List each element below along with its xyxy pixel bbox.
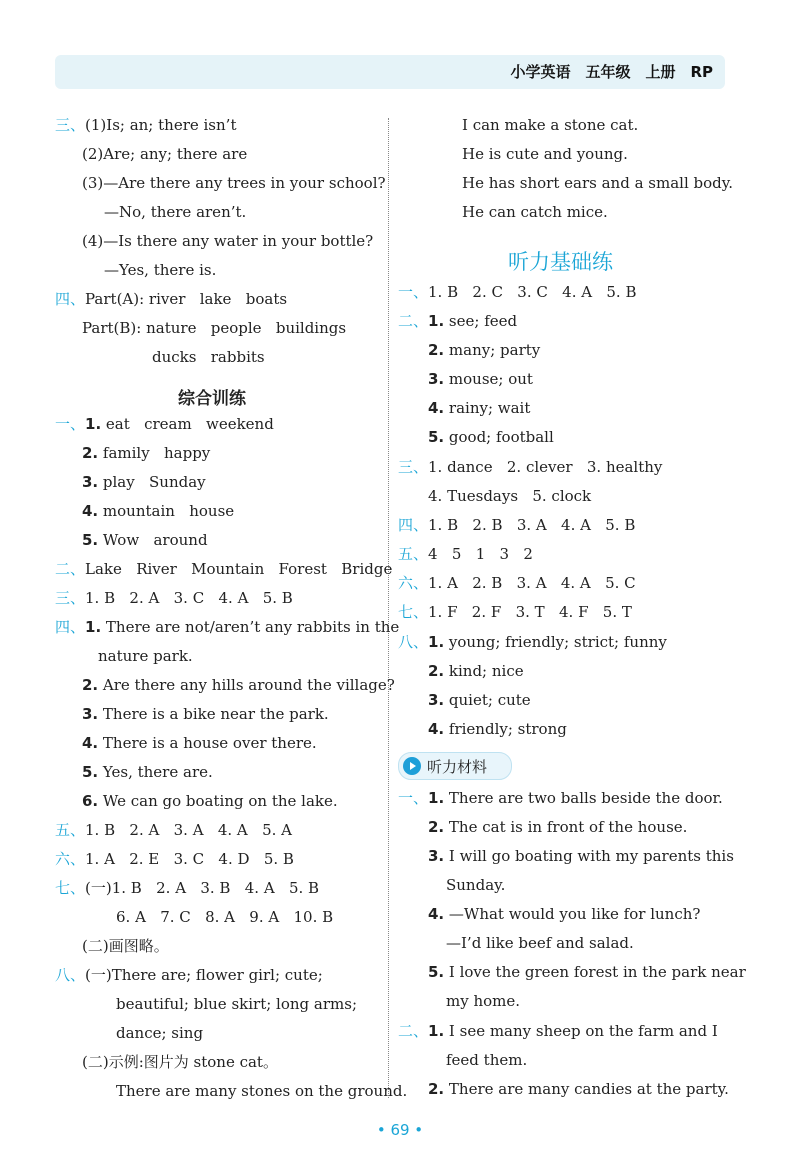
answer-text: kind; nice (444, 662, 524, 680)
answer-text: family happy (98, 444, 211, 462)
answer-text: (2)Are; any; there are (82, 145, 248, 163)
answer-line (82, 443, 210, 463)
answer-line (82, 675, 395, 695)
answer-line (82, 1052, 278, 1072)
answer-text: He has short ears and a small body. (462, 174, 734, 192)
section-marker: 八、 (55, 966, 86, 984)
header-label: 小学英语 五年级 上册 RP (510, 63, 713, 81)
answer-line (55, 414, 274, 434)
item-number: 4. (82, 502, 99, 520)
item-number: 4. (428, 399, 445, 417)
item-number: 2. (428, 662, 445, 680)
section-marker: 二、 (55, 560, 86, 578)
left-section-title: 综合训练 (178, 389, 246, 409)
answer-text: The cat is in front of the house. (444, 818, 688, 836)
answer-line (55, 559, 392, 579)
answer-text: mountain house (98, 502, 235, 520)
answer-text: —Yes, there is. (104, 261, 217, 279)
answer-line (82, 472, 206, 492)
item-number: 4. (428, 905, 445, 923)
item-number: 1. (428, 633, 445, 651)
answer-line (398, 311, 517, 331)
answer-line (82, 231, 373, 251)
section-marker: 六、 (398, 574, 429, 592)
answer-line (428, 427, 554, 447)
item-number: 2. (82, 444, 99, 462)
answer-text: (3)—Are there any trees in your school? (82, 174, 386, 192)
answer-text: 1. dance 2. clever 3. healthy (428, 458, 663, 476)
answer-text: (1)Is; an; there isn’t (85, 116, 237, 134)
answer-text: beautiful; blue skirt; long arms; (116, 995, 357, 1013)
answer-text: play Sunday (98, 473, 206, 491)
answer-line (55, 820, 292, 840)
answer-text: There is a house over there. (98, 734, 317, 752)
listening-material-label: 听力材料 (427, 758, 488, 776)
section-marker: 六、 (55, 850, 86, 868)
answer-text: There is a bike near the park. (98, 705, 329, 723)
section-marker: 四、 (398, 516, 429, 534)
play-icon (403, 757, 421, 775)
answer-text: —I’d like beef and salad. (446, 934, 634, 952)
answer-text: ducks rabbits (152, 348, 265, 366)
answer-line (82, 318, 346, 338)
answer-text: 1. B 2. A 3. C 4. A 5. B (85, 589, 293, 607)
item-number: 1. (428, 312, 445, 330)
answer-line (116, 1023, 203, 1043)
answer-text: 1. B 2. A 3. A 4. A 5. A (85, 821, 292, 839)
answer-line (398, 788, 723, 808)
section-marker: 四、 (55, 290, 86, 308)
answer-line (462, 144, 628, 164)
column-divider (388, 118, 389, 1098)
answer-text: dance; sing (116, 1024, 204, 1042)
answer-text: —No, there aren’t. (104, 203, 247, 221)
answer-line (446, 991, 520, 1011)
answer-text: There are not/aren’t any rabbits in the (101, 618, 400, 636)
section-marker: 三、 (55, 589, 86, 607)
answer-line (446, 875, 505, 895)
answer-line (116, 994, 357, 1014)
answer-text: Part(A): river lake boats (85, 290, 288, 308)
answer-line (55, 965, 323, 985)
answer-line (82, 501, 234, 521)
item-number: 2. (82, 676, 99, 694)
answer-text: young; friendly; strict; funny (444, 633, 667, 651)
answer-text: 6. A 7. C 8. A 9. A 10. B (116, 908, 334, 926)
answer-text: Wow around (98, 531, 208, 549)
answer-text: We can go boating on the lake. (98, 792, 338, 810)
answer-text: Yes, there are. (98, 763, 213, 781)
answer-line (428, 369, 533, 389)
answer-text: I love the green forest in the park near (444, 963, 746, 981)
item-number: 1. (85, 618, 102, 636)
item-number: 5. (428, 963, 445, 981)
answer-text: quiet; cute (444, 691, 531, 709)
answer-line (104, 202, 246, 222)
answer-text: Lake River Mountain Forest Bridge (85, 560, 393, 578)
answer-text: mouse; out (444, 370, 533, 388)
answer-text: 1. F 2. F 3. T 4. F 5. T (428, 603, 632, 621)
answer-line (428, 1079, 729, 1099)
section-marker: 一、 (55, 415, 86, 433)
answer-line (55, 115, 236, 135)
answer-text: 1. B 2. B 3. A 4. A 5. B (428, 516, 636, 534)
section-marker: 四、 (55, 618, 86, 636)
section-marker: 八、 (398, 633, 429, 651)
answer-line (82, 704, 329, 724)
answer-line (428, 719, 567, 739)
answer-text: I can make a stone cat. (462, 116, 639, 134)
item-number: 5. (82, 763, 99, 781)
answer-line (428, 661, 524, 681)
answer-text: Part(B): nature people buildings (82, 319, 347, 337)
answer-line (82, 173, 386, 193)
section-marker: 五、 (398, 545, 429, 563)
answer-line (398, 515, 635, 535)
answer-line (104, 260, 216, 280)
answer-text: Are there any hills around the village? (98, 676, 395, 694)
answer-text: feed them. (446, 1051, 528, 1069)
answer-line (398, 602, 632, 622)
answer-line (55, 617, 399, 637)
item-number: 1. (85, 415, 102, 433)
answer-line (116, 1081, 407, 1101)
section-marker: 二、 (398, 312, 429, 330)
answer-line (55, 878, 319, 898)
item-number: 2. (428, 1080, 445, 1098)
section-marker: 一、 (398, 789, 429, 807)
answer-line (82, 936, 169, 956)
answer-text: good; football (444, 428, 554, 446)
answer-text: my home. (446, 992, 521, 1010)
answer-line (152, 347, 265, 367)
answer-text: He can catch mice. (462, 203, 608, 221)
page-header-band (55, 55, 725, 89)
answer-text: I will go boating with my parents this (444, 847, 734, 865)
answer-text: (4)—Is there any water in your bottle? (82, 232, 374, 250)
answer-text: eat cream weekend (101, 415, 274, 433)
item-number: 1. (428, 1022, 445, 1040)
section-marker: 七、 (55, 879, 86, 897)
answer-line (55, 588, 293, 608)
answer-line (446, 933, 634, 953)
answer-text: 1. A 2. E 3. C 4. D 5. B (85, 850, 294, 868)
section-marker: 七、 (398, 603, 429, 621)
item-number: 3. (82, 473, 99, 491)
answer-line (428, 398, 530, 418)
answer-line (398, 282, 636, 302)
item-number: 5. (428, 428, 445, 446)
answer-text: Sunday. (446, 876, 506, 894)
answer-line (428, 340, 540, 360)
answer-text: There are many stones on the ground. (116, 1082, 408, 1100)
answer-line (428, 486, 591, 506)
section-marker: 三、 (55, 116, 86, 134)
answer-line (428, 690, 531, 710)
answer-line (55, 289, 287, 309)
item-number: 3. (428, 847, 445, 865)
answer-line (55, 849, 294, 869)
answer-line (446, 1050, 527, 1070)
item-number: 2. (428, 818, 445, 836)
item-number: 1. (428, 789, 445, 807)
answer-line (398, 1021, 718, 1041)
answer-line (398, 632, 667, 652)
item-number: 3. (82, 705, 99, 723)
answer-line (462, 115, 638, 135)
item-number: 5. (82, 531, 99, 549)
answer-line (398, 457, 662, 477)
right-section-title: 听力基础练 (508, 250, 613, 274)
section-marker: 五、 (55, 821, 86, 839)
answer-text: (二)画图略。 (82, 937, 169, 955)
answer-text: rainy; wait (444, 399, 531, 417)
answer-line (462, 202, 608, 222)
answer-text: (一)There are; flower girl; cute; (85, 966, 323, 984)
answer-line (82, 144, 247, 164)
answer-text: many; party (444, 341, 541, 359)
answer-line (82, 733, 317, 753)
answer-line (82, 762, 213, 782)
answer-line (428, 846, 734, 866)
page-number: • 69 • (376, 1121, 424, 1139)
answer-line (98, 646, 193, 666)
answer-text: friendly; strong (444, 720, 567, 738)
answer-text: 1. A 2. B 3. A 4. A 5. C (428, 574, 636, 592)
answer-text: 4 5 1 3 2 (428, 545, 533, 563)
answer-text: He is cute and young. (462, 145, 628, 163)
answer-text: (二)示例:图片为 stone cat。 (82, 1053, 278, 1071)
item-number: 6. (82, 792, 99, 810)
section-marker: 三、 (398, 458, 429, 476)
answer-line (428, 962, 746, 982)
answer-text: I see many sheep on the farm and I (444, 1022, 718, 1040)
item-number: 4. (428, 720, 445, 738)
answer-text: There are many candies at the party. (444, 1080, 729, 1098)
answer-line (428, 904, 700, 924)
answer-text: —What would you like for lunch? (444, 905, 701, 923)
item-number: 2. (428, 341, 445, 359)
listening-material-badge (398, 752, 512, 780)
item-number: 3. (428, 691, 445, 709)
answer-line (462, 173, 733, 193)
section-marker: 二、 (398, 1022, 429, 1040)
answer-text: (一)1. B 2. A 3. B 4. A 5. B (85, 879, 320, 897)
answer-line (82, 530, 208, 550)
answer-text: nature park. (98, 647, 193, 665)
answer-text: 4. Tuesdays 5. clock (428, 487, 592, 505)
answer-line (428, 817, 687, 837)
answer-text: see; feed (444, 312, 518, 330)
answer-text: 1. B 2. C 3. C 4. A 5. B (428, 283, 637, 301)
item-number: 3. (428, 370, 445, 388)
answer-line (398, 573, 636, 593)
answer-line (116, 907, 333, 927)
answer-text: There are two balls beside the door. (444, 789, 723, 807)
answer-line (82, 791, 338, 811)
answer-line (398, 544, 533, 564)
section-marker: 一、 (398, 283, 429, 301)
item-number: 4. (82, 734, 99, 752)
